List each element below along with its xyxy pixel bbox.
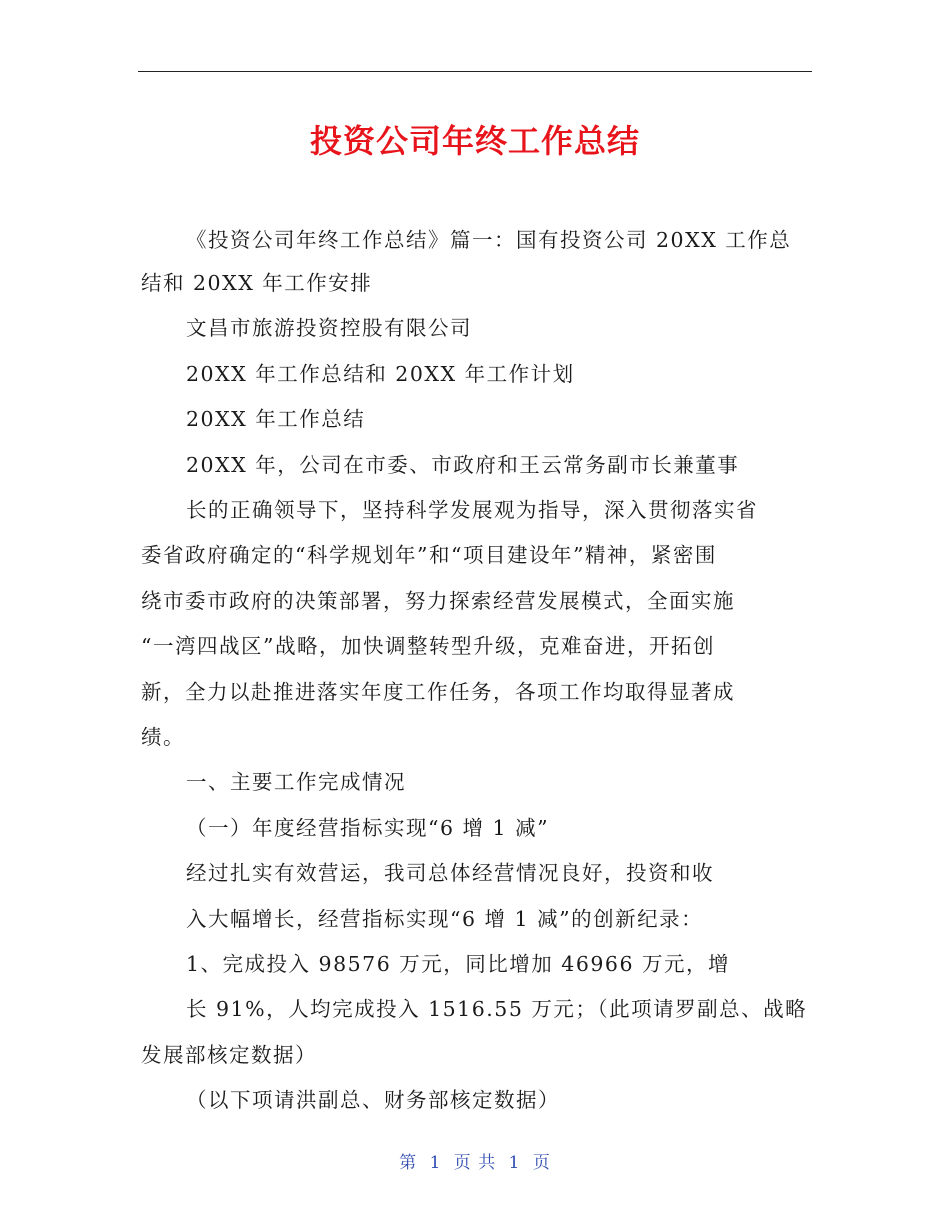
body-line: 发展部核定数据）: [141, 1043, 317, 1067]
body-line: 20XX 年，公司在市委、市政府和王云常务副市长兼董事: [186, 453, 740, 477]
footer-page-number: 1: [429, 1153, 442, 1173]
body-line: “一湾四战区”战略，加快调整转型升级，克难奋进，开拓创: [141, 634, 715, 658]
body-line: （以下项请洪副总、财务部核定数据）: [186, 1088, 560, 1112]
footer-total-pages: 1: [508, 1153, 521, 1173]
body-line: 《投资公司年终工作总结》篇一：国有投资公司 20XX 工作总: [186, 228, 792, 252]
body-line: 结和 20XX 年工作安排: [141, 271, 373, 295]
page-footer: [0, 1150, 950, 1176]
body-line: 20XX 年工作总结: [186, 407, 366, 431]
body-line: 新，全力以赴推进落实年度工作任务，各项工作均取得显著成: [141, 680, 735, 704]
body-line: 长 91%，人均完成投入 1516.55 万元；（此项请罗副总、战略: [186, 997, 808, 1021]
body-line: 文昌市旅游投资控股有限公司: [186, 316, 472, 340]
document-title: 投资公司年终工作总结: [309, 122, 640, 160]
body-line: 委省政府确定的“科学规划年”和“项目建设年”精神，紧密围: [141, 543, 717, 567]
body-line: 长的正确领导下，坚持科学发展观为指导，深入贯彻落实省: [186, 498, 758, 522]
section-heading: 一、主要工作完成情况: [186, 770, 406, 794]
body-line: 绕市委市政府的决策部署，努力探索经营发展模式，全面实施: [141, 589, 735, 613]
header-rule: [138, 71, 812, 72]
body-line: 入大幅增长，经营指标实现“6 增 1 减”的创新纪录：: [186, 907, 704, 931]
footer-suffix: 页: [532, 1153, 551, 1173]
body-line: 绩。: [141, 725, 185, 749]
footer-mid: 页 共: [453, 1153, 497, 1173]
body-line: 1、完成投入 98576 万元，同比增加 46966 万元，增: [186, 952, 731, 976]
subsection-heading: （一）年度经营指标实现“6 增 1 减”: [186, 816, 550, 840]
body-line: 经过扎实有效营运，我司总体经营情况良好，投资和收: [186, 861, 714, 885]
body-line: 20XX 年工作总结和 20XX 年工作计划: [186, 362, 575, 386]
footer-prefix: 第: [399, 1153, 418, 1173]
